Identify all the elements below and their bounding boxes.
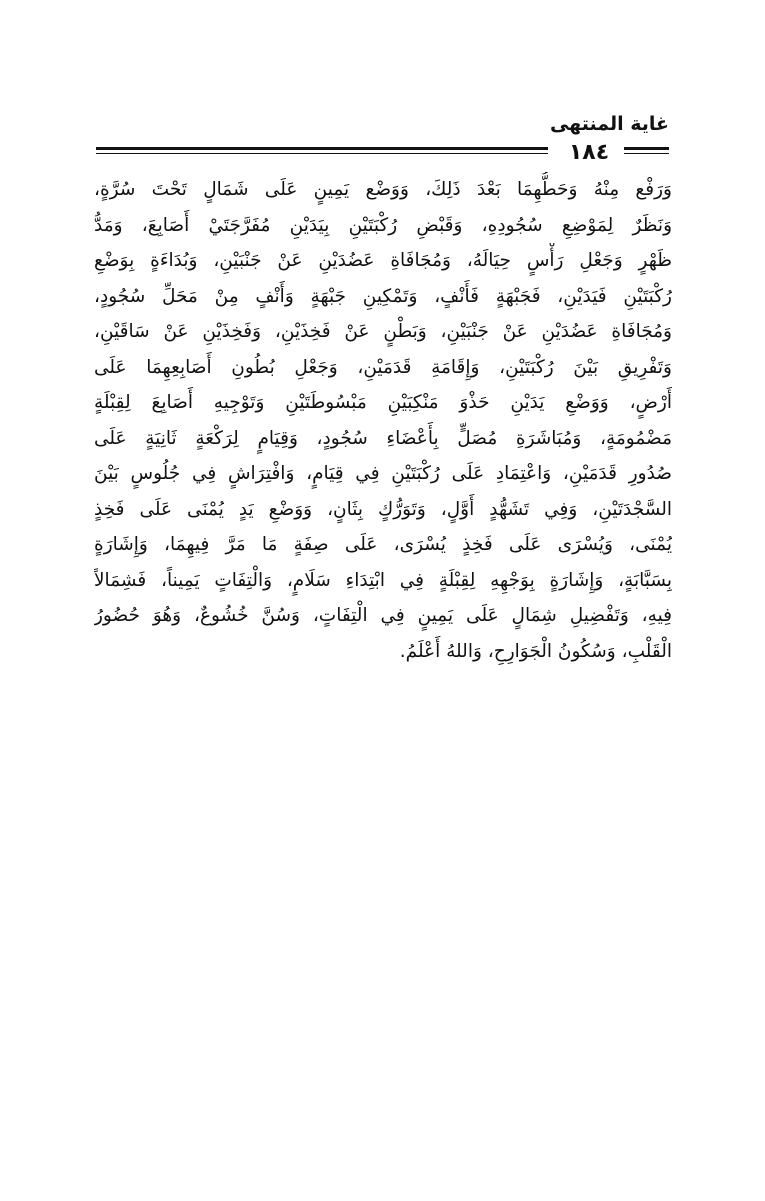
body-text (94, 172, 672, 669)
header-rule-left-thick (96, 147, 548, 150)
text-line: مَضْمُومَةٍ، وَمُبَاشَرَةِ مُصَلٍّ بِأَعْضَاءِ سُجُودٍ، وَقِيَامٍ لِرَكْعَةٍ ثَانِيَةٍ عَلَى (94, 427, 672, 449)
text-line: وَمُجَافَاةِ عَضُدَيْنِ عَنْ جَنْبَيْنِ، وَبَطْنٍ عَنْ فَخِذَيْنِ، وَفَخِذَيْنِ عَنْ سَاقَيْنِ، (94, 321, 672, 342)
text-line: السَّجْدَتَيْنِ، وَفِي تَشَهُّدٍ أَوَّلٍ، وَتَوَرُّكٍ بِثَانٍ، وَوَضْعِ يَدٍ يُمْنَى عَلَى فَخِذٍ (94, 498, 672, 520)
text-line: يُمْنَى، وَيُسْرَى عَلَى فَخِذٍ يُسْرَى، عَلَى صِفَةٍ مَا مَرَّ فِيهِمَا، وَإِشَارَةٍ (94, 534, 672, 555)
header-rule-left-thin (96, 153, 548, 154)
text-line: وَتَفْرِيقِ بَيْنَ رُكْبَتَيْنِ، وَإِقَامَةِ قَدَمَيْنِ، وَجَعْلِ بُطُونِ أَصَابِعِهِمَا عَلَى (94, 356, 672, 378)
text-line-last: الْقَلْبِ، وَسُكُونُ الْجَوَارِحِ، وَاللهُ أَعْلَمُ. (399, 640, 672, 662)
text-line: بِسَبَّابَةٍ، وَإِشَارَةٍ بِوَجْهِهِ لِقِبْلَةٍ فِي ابْتِدَاءِ سَلَامٍ، وَالْتِفَاتٍ يَمِيناً، فَشِمَالاً (94, 569, 672, 591)
page-number: ١٨٤ (554, 142, 624, 164)
text-line: ظَهْرٍ وَجَعْلِ رَأْسٍ حِيَالَهُ، وَمُجَافَاةِ عَضُدَيْنِ عَنْ جَنْبَيْنِ، وَبُدَاءَةٍ بِوَضْعِ (94, 250, 672, 271)
text-line: صُدُورِ قَدَمَيْنِ، وَاعْتِمَادِ عَلَى رُكْبَتَيْنِ فِي قِيَامٍ، وَافْتِرَاشٍ فِي جُلُوسٍ بَيْنَ (94, 463, 672, 484)
running-title: غاية المنتهى (549, 113, 669, 135)
text-line: وَرَفْع مِنْهُ وَحَطُّهِمَا بَعْدَ ذَلِكَ، وَوَضْع يَمِينٍ عَلَى شَمَالٍ تَحْتَ سُرَّةٍ، (94, 179, 672, 200)
text-line: أَرْضٍ، وَوَضْعِ يَدَيْنِ حَذْوَ مَنْكِبَيْنِ مَبْسُوطَتَيْنِ وَتَوْجِيهِ أَصَابِعَ لِقِبْلَةٍ (94, 392, 672, 413)
header-rule-right-thick (624, 147, 669, 150)
text-line: فِيهِ، وَتَفْضِيلِ شِمَالٍ عَلَى يَمِينٍ فِي الْتِفَاتٍ، وَسُنَّ خُشُوعٌ، وَهُوَ حُضُورُ (94, 605, 672, 626)
header-rule-right-thin (624, 153, 669, 154)
text-line: رُكْبَتَيْنِ فَيَدَيْنِ، فَجَبْهَةٍ فَأَنْفٍ، وَتَمْكِينِ جَبْهَةٍ وَأَنْفٍ مِنْ مَحَلِّ سُجُودٍ، (94, 285, 672, 307)
text-line: وَنَظَرٌ لِمَوْضِعِ سُجُودِهِ، وَقَبْضِ رُكْبَتَيْنِ بِيَدَيْنِ مُفَرَّجَتَيْ أَصَابِعَ، وَمَدُّ (94, 214, 672, 236)
